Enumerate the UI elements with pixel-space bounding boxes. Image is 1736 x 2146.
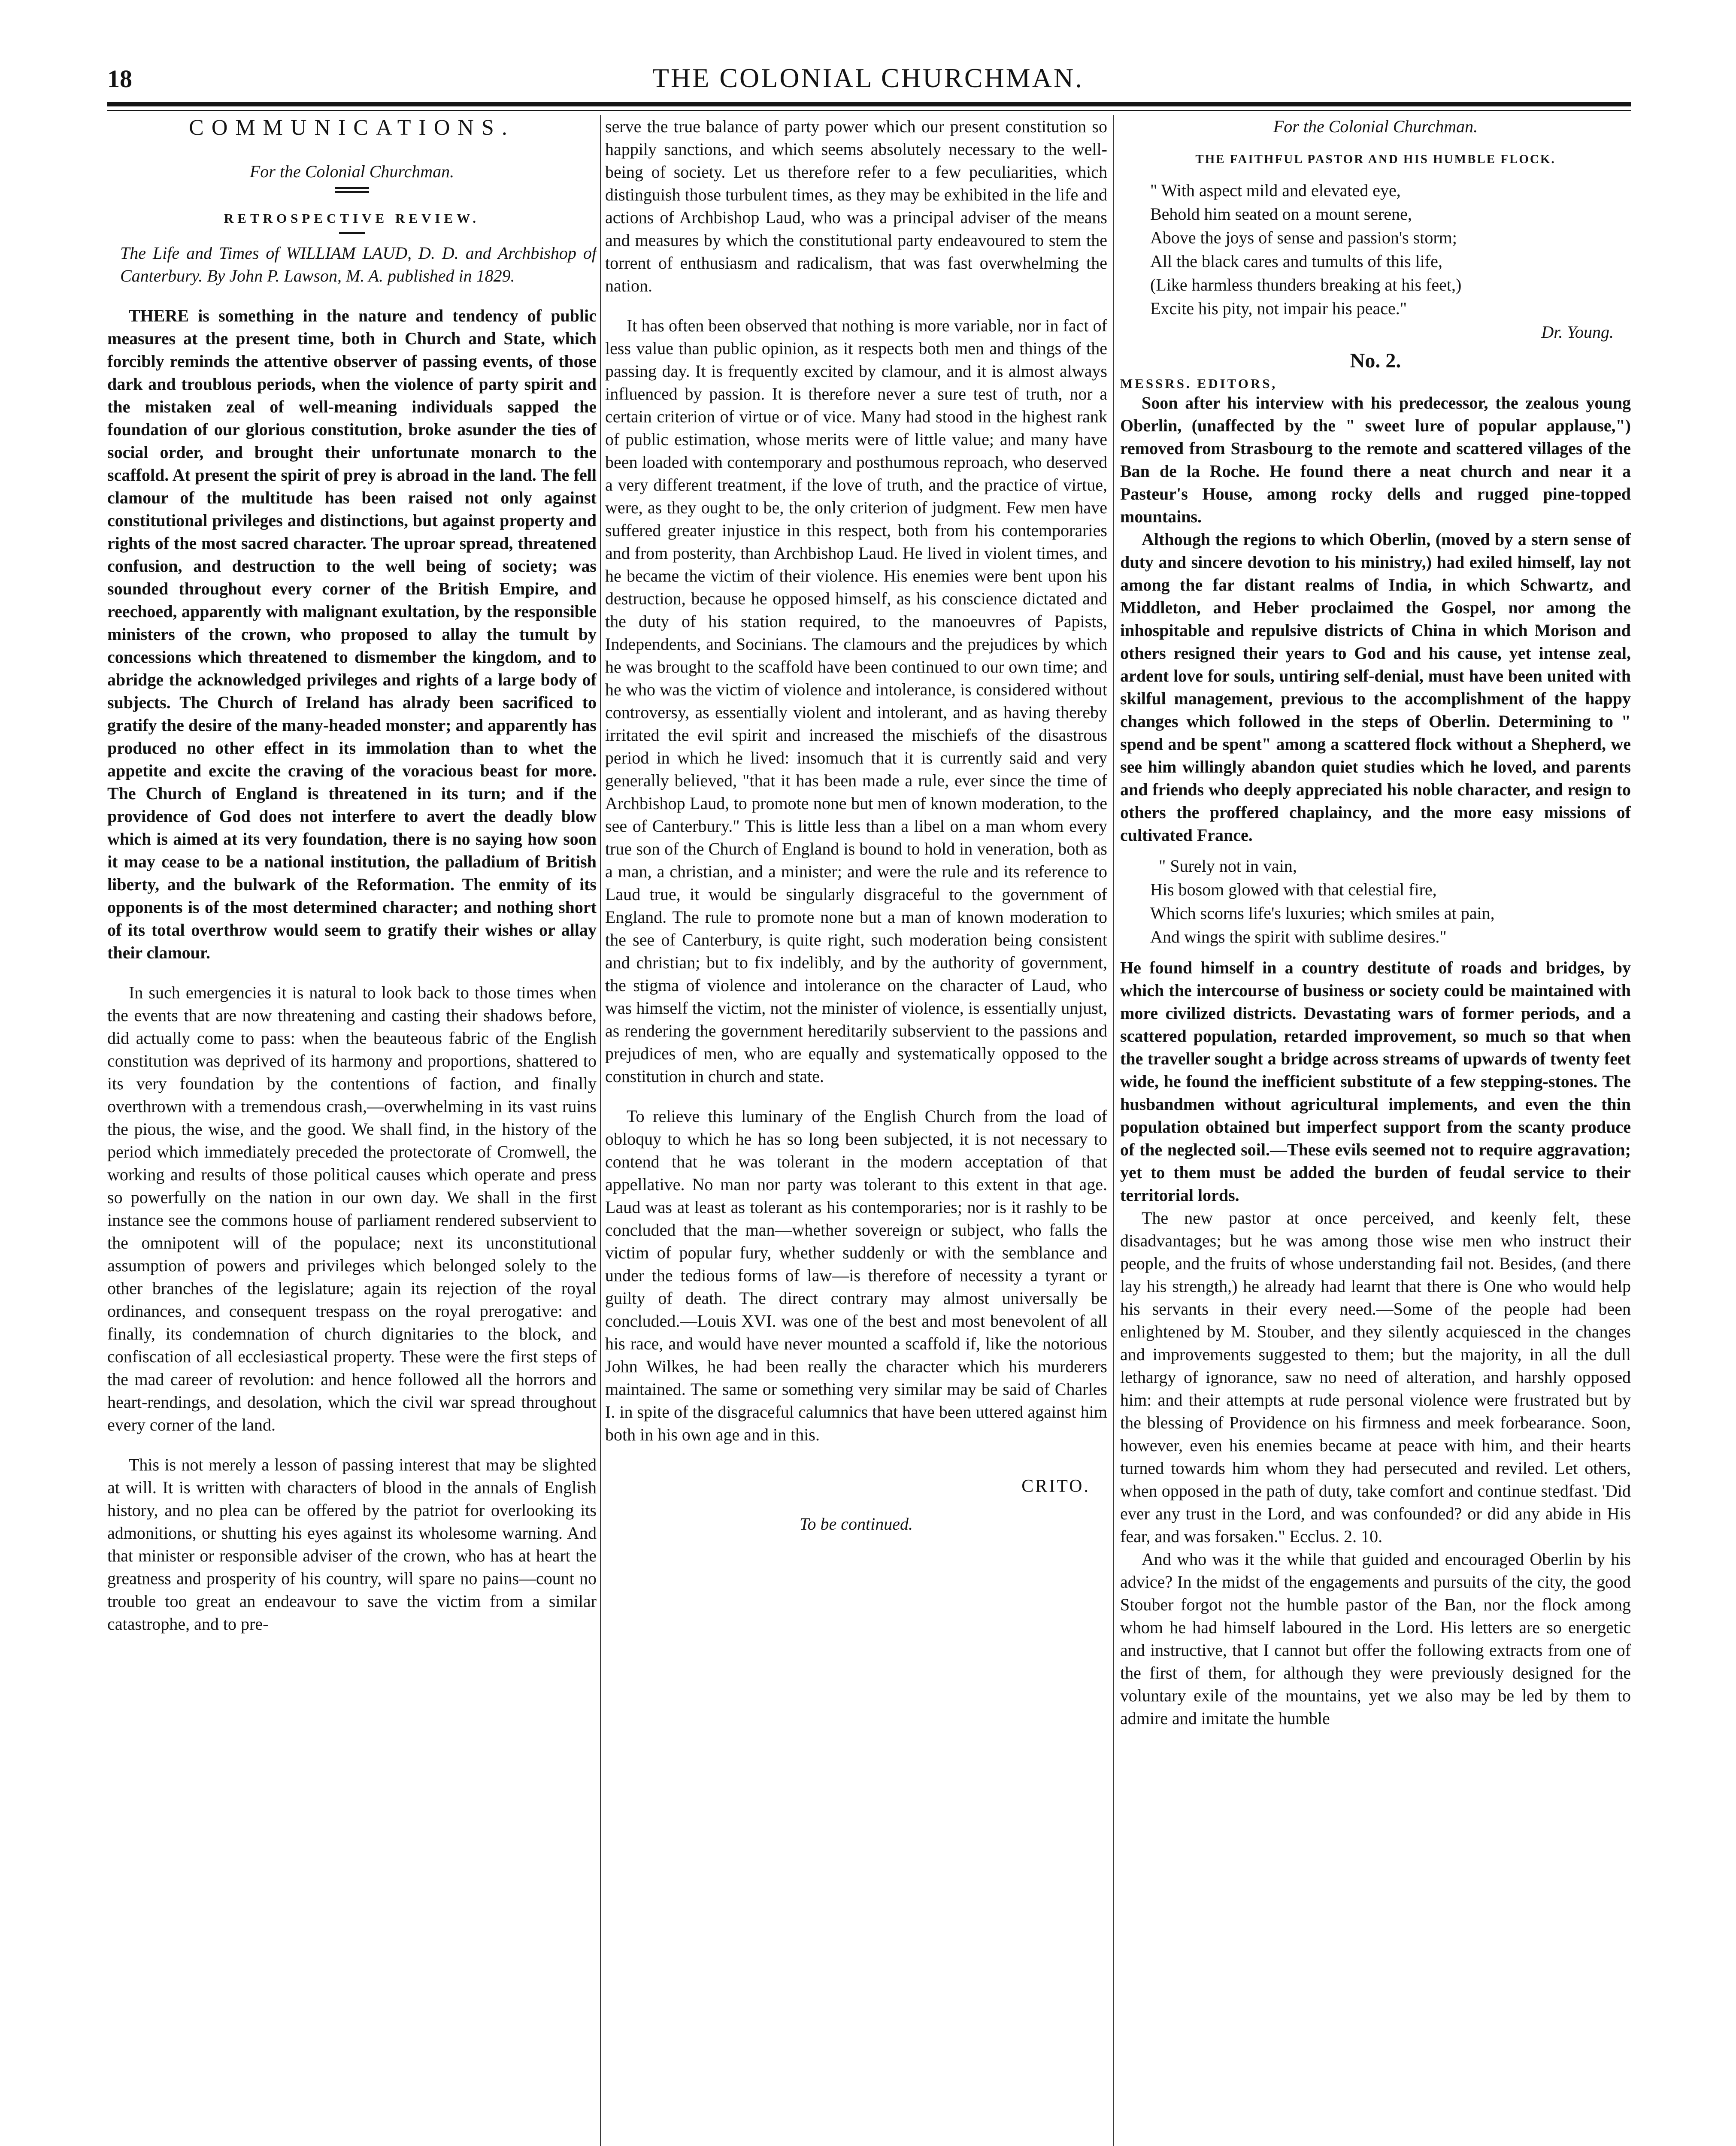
paragraph: This is not merely a lesson of passing interest that may be slighted at will. It is written with characters of blood in the annals of English history, and no plea can be offered by the patriot for overlooking its admonitions, or shutting his eyes against its wholesome warning. And that minister or responsible adviser of the crown, who has at heart the greatness and prosperity of his country, will spare no pains—count no trouble too great an endeavour to save the victim from a similar catastrophe, and to pre- xyxy=(107,1455,597,1634)
quote-line: " Surely not in vain, xyxy=(1159,856,1297,876)
column-3 xyxy=(1120,115,1631,2132)
poem-title: THE FAITHFUL PASTOR AND HIS HUMBLE FLOCK. xyxy=(1195,152,1556,166)
masthead-rule-thin xyxy=(107,110,1631,111)
quote-line: Which scorns life's luxuries; which smiles at pain, xyxy=(1150,903,1495,923)
masthead-rule-thick xyxy=(107,102,1631,106)
poem-line: Above the joys of sense and passion's storm; xyxy=(1150,228,1457,247)
paragraph: THERE is something in the nature and tendency of public measures at the present time, both in Church and State, which forcibly reminds the attentive observer of passing events, of those dark and troublous periods, when the violence of party spirit and the mistaken zeal of well-meaning individuals sapped the foundation of our glorious constitution, broke asunder the ties of social order, and brought their unfortunate monarch to the scaffold. At present the spirit of prey is abroad in the land. The fell clamour of the multitude has been raised not only against constitutional privileges and distinctions, but against property and rights of the most sacred character. The uproar spread, threatened confusion, and destruction to the well being of society; was sounded throughout every corner of the British Empire, and reechoed, apparently with malignant exultation, by the responsible ministers of the crown, who proposed to allay the tumult by concessions which threatened to dismember the kingdom, and to abridge the acknowledged privileges and rights of a large body of subjects. The Church of Ireland has alrady been sacrificed to gratify the desire of the many-headed monster; and apparently has produced no other effect in its immolation than to whet the appetite and excite the craving of the voracious beast for more. The Church of England is threatened in its turn; and if the providence of God does not interfere to avert the deadly blow which is aimed at its very foundation, there is no saying how soon it may cease to be a national institution, the palladium of British liberty, and the bulwark of the Reformation. The enmity of its opponents is of the most determined character; and nothing short of its total overthrow would seem to gratify their wishes or allay their clamour. xyxy=(107,306,597,962)
paragraph: serve the true balance of party power which our present constitution so happily sanctions, and which seems absolutely necessary to the well-being of society. Let us therefore refer to a few peculiarities, which distinguish those turbulent times, as they may be exhibited in the life and actions of Archbishop Laud, who was a principal adviser of the means and measures by which the constitutional party endeavoured to stem the torrent of enthusiasm and radicalism, that was fast overwhelming the nation. xyxy=(605,117,1107,295)
quote-line: His bosom glowed with that celestial fire, xyxy=(1150,880,1437,899)
review-heading: RETROSPECTIVE REVIEW. xyxy=(224,211,480,226)
signature: CRITO. xyxy=(1021,1476,1090,1496)
paragraph: To relieve this luminary of the English Church from the load of obloquy to which he has so long been subjected, it is not necessary to contend that he was tolerant in the modern acceptation of that appellative. No man nor party was tolerant to this extent in that age. Laud was at least as tolerant as his contemporaries; nor is it rashly to be concluded that the man—whether sovereign or subject, who falls the victim of popular fury, whether suddenly or with the semblance and under the tedious forms of law—is therefore of necessity a tyrant or guilty of death. The direct contrary may almost universally be concluded.—Louis XVI. was one of the best and most benevolent of all his race, and would have never mounted a scaffold if, like the notorious John Wilkes, he had been really the character which his murderers maintained. The same or something very similar may be said of Charles I. in spite of the disgraceful calumnics that have been uttered against him both in his own age and in this. xyxy=(605,1106,1107,1444)
poem-line: (Like harmless thunders breaking at his feet,) xyxy=(1150,275,1462,294)
column-1 xyxy=(107,115,597,2132)
column-2 xyxy=(605,115,1107,2132)
double-rule xyxy=(335,187,369,193)
paragraph: Although the regions to which Oberlin, (moved by a stern sense of duty and sincere devotion to his ministry,) had exiled himself, lay not among the far distant realms of India, in which Schwartz, and Middleton, and Heber proclaimed the Gospel, nor among the inhospitable and repulsive districts of China in which Morison and others resigned their years to God and his cause, yet intense zeal, ardent love for souls, untiring self-denial, must have been united with skilful management, previous to the accomplishment of the happy changes which followed in the steps of Oberlin. Determining to " spend and be spent" among a scattered flock without a Shepherd, we see him willingly abandon quiet studies which he loved, and parents and friends who deeply appreciated his noble character, and resign to others the proffered chaplaincy, and the more easy missions of cultivated France. xyxy=(1120,530,1631,845)
poem-line: Excite his pity, not impair his peace." xyxy=(1150,299,1407,318)
salutation: MESSRS. EDITORS, xyxy=(1120,376,1278,391)
paragraph: The new pastor at once perceived, and keenly felt, these disadvantages; but he was among those wise men who instruct their people, and the fruits of whose understanding fail not. Besides, (and there lay his strength,) he already had learnt that there is One who would help his servants in their every need.—Some of the people had been enlightened by M. Stouber, and they silently acquiesced in the changes and improvements suggested to them; but the majority, in all the dull lethargy of ignorance, saw no need of alteration, and harshly opposed him: and their attempts at rude personal violence were frustrated but by the blessing of Providence on his firmness and meek forbearance. Soon, however, even his enemies became at peace with him, and their hearts turned towards him whom they had persecuted and reviled. Let others, when opposed in the path of duty, take comfort and continue stedfast. 'Did ever any trust in the Lord, and was confounded? or did any abide in His fear, and was forsaken." Ecclus. 2. 10. xyxy=(1120,1208,1631,1546)
poem-attribution: Dr. Young. xyxy=(1541,322,1614,342)
section-title: COMMUNICATIONS. xyxy=(189,115,515,140)
paragraph: Soon after his interview with his predecessor, the zealous young Oberlin, (unaffected by the " sweet lure of popular applause,") removed from Strasbourg to the remote and scattered villages of the Ban de la Roche. He found there a neat church and near it a Pasteur's House, among rocky dells and rugged pine-topped mountains. xyxy=(1120,393,1631,526)
for-colonial-churchman-line: For the Colonial Churchman. xyxy=(1273,117,1478,136)
page-number: 18 xyxy=(107,65,132,93)
book-title: The Life and Times of WILLIAM LAUD, D. D. and Archbishop of Canterbury. By John P. Lawson, M. A. published in 1829. xyxy=(120,243,597,285)
paragraph: In such emergencies it is natural to look back to those times when the events that are now threatening and casting their shadows before, did actually come to pass: when the beauteous fabric of the English constitution was deprived of its harmony and proportions, shattered to its very foundation by the contentions of faction, and finally overthrown with a tremendous crash,—overwhelming in its vast ruins the pious, the wise, and the good. We shall find, in the history of the period which immediately preceded the protectorate of Cromwell, the working and results of those political causes which operate and press so powerfully on the nation in our own day. We shall in the first instance see the commons house of parliament rendered subservient to the omnipotent will of the populace; next its unconstitutional assumption of powers and privileges which belonged solely to the other branches of the legislature; again its rejection of the royal ordinances, and consequent trespass on the royal prerogative: and finally, its condemnation of church dignitaries to the block, and confiscation of all ecclesiastical property. These were the first steps of the mad career of revolution: and hence followed all the horrors and heart-rendings, and desolation, which the civil war spread throughout every corner of the land. xyxy=(107,983,597,1434)
poem-line: " With aspect mild and elevated eye, xyxy=(1150,181,1401,200)
masthead: THE COLONIAL CHURCHMAN. xyxy=(652,63,1084,93)
column-divider-2 xyxy=(1113,115,1114,2146)
paragraph: He found himself in a country destitute of roads and bridges, by which the intercourse of business or society could be maintained with more civilized districts. Devastating wars of former periods, and a scattered population, retarded improvement, so much so that when the traveller sought a bridge across streams of upwards of twenty feet wide, he found the inefficient substitute of a few stepping-stones. The husbandmen without agricultural implements, and even the thin population obtained but imperfect support from the scanty produce of the neglected soil.—These evils seemed not to require aggravation; yet to them must be added the burden of feudal service to their territorial lords. xyxy=(1120,958,1631,1205)
number-heading: No. 2. xyxy=(1350,349,1401,372)
poem-line: Behold him seated on a mount serene, xyxy=(1150,204,1412,224)
for-colonial-churchman-line: For the Colonial Churchman. xyxy=(249,162,454,181)
poem-line: All the black cares and tumults of this life, xyxy=(1150,252,1442,271)
column-divider-1 xyxy=(600,115,601,2146)
to-be-continued: To be continued. xyxy=(799,1514,913,1534)
quote-line: And wings the spirit with sublime desires." xyxy=(1150,927,1447,946)
paragraph: And who was it the while that guided and encouraged Oberlin by his advice? In the midst of the engagements and pursuits of the city, the good Stouber forgot not the humble pastor of the Ban, nor the flock among whom he had himself laboured in the Lord. His letters are so energetic and instructive, that I cannot but offer the following extracts from one of the first of them, for although they were previously designed for the voluntary exile of the mountains, yet we also may be led by them to admire and imitate the humble xyxy=(1120,1549,1631,1728)
short-rule xyxy=(339,232,365,234)
paragraph: It has often been observed that nothing is more variable, nor in fact of less value than public opinion, as it respects both men and things of the passing day. It is frequently excited by clamour, and it is almost always influenced by passion. It is therefore never a sure test of truth, nor a certain criterion of virtue or of vice. Many had stood in the highest rank of public estimation, whose merits were of little value; and many have been loaded with contemporary and posthumous reproach, who deserved a very different treatment, if the love of truth, and the practice of virtue, were, as they ought to be, the only criterion of judgment. Few men have suffered greater injustice in this respect, both from his contemporaries and from posterity, than Archbishop Laud. He lived in violent times, and he became the victim of their violence. His enemies were bent upon his destruction, because he opposed himself, as his conscience dictated and the duty of his station required, to the manoeuvres of Papists, Independents, and Socinians. The clamours and the prejudices by which he was brought to the scaffold have been continued to our own time; and he who was the victim of violence and intolerance, is considered without controversy, as essentially violent and intolerant, and as having thereby irritated the evil spirit and increased the mischiefs of the disastrous period in which he lived: insomuch that it is currently said and very generally believed, "that it has been made a rule, ever since the time of Archbishop Laud, to promote none but men of known moderation, to the see of Canterbury." This is little less than a libel on a man whom every true son of the Church of England is bound to hold in veneration, both as a man, a christian, and a minister; and were the rule and its reference to Laud true, it would be singularly disgraceful to the government of England. The rule to promote none but a man of known moderation to the see of Canterbury, is quite right, such moderation being consistent and christian; but to fix indelibly, and by the authority of government, the stigma of violence and intolerance on the character of Laud, who was himself the victim, not the minister of violence, is essentially unjust, as rendering the government hereditarily subservient to the passions and prejudices of men, who are equally and systematically opposed to the constitution in church and state. xyxy=(605,316,1107,1086)
